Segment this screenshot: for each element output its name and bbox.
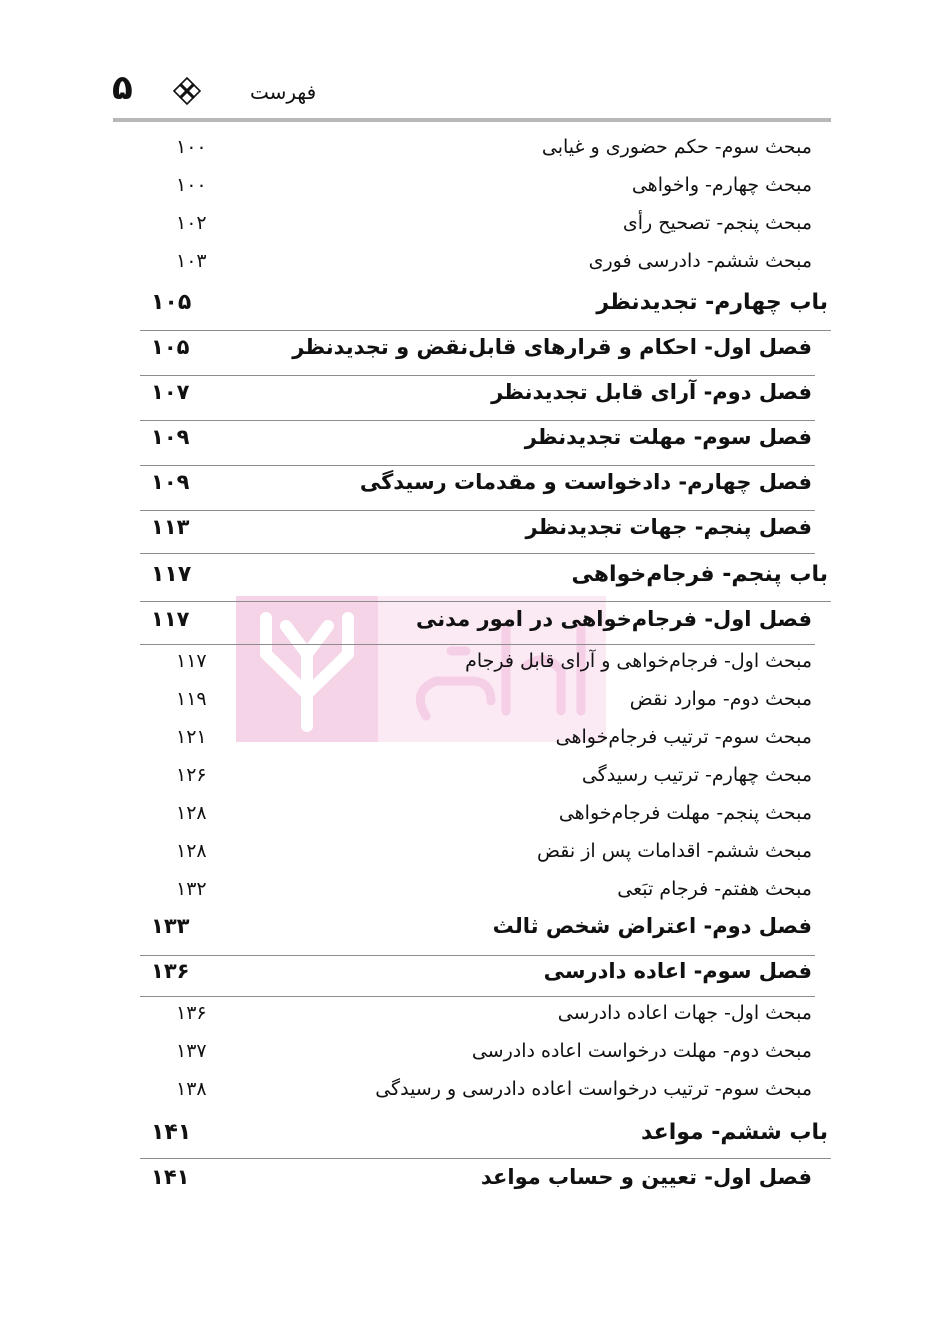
- toc-divider: [140, 330, 831, 331]
- toc-entry-title: مبحث سوم- ترتیب درخواست اعاده دادرسی و رسیدگی: [375, 1078, 812, 1100]
- toc-entry-mabhas: [0, 1040, 945, 1070]
- toc-entry-fasl: [0, 470, 945, 504]
- toc-entry-title: باب چهارم- تجدیدنظر: [596, 290, 828, 315]
- toc-divider: [140, 510, 815, 511]
- toc-entry-page: ۱۱۳: [151, 515, 190, 539]
- toc-entry-title: فصل دوم- اعتراض شخص ثالث: [492, 914, 812, 938]
- toc-entry-mabhas: [0, 726, 945, 756]
- toc-entry-page: ۱۰۲: [176, 212, 207, 234]
- toc-entry-fasl: [0, 335, 945, 369]
- toc-entry-fasl: [0, 914, 945, 948]
- toc-entry-page: ۱۳۶: [151, 959, 190, 983]
- toc-entry-title: مبحث دوم- موارد نقض: [629, 688, 812, 710]
- toc-entry-title: مبحث چهارم- ترتیب رسیدگی: [581, 764, 812, 786]
- toc-entry-title: مبحث ششم- دادرسی فوری: [588, 250, 812, 272]
- toc-entry-page: ۱۱۷: [176, 650, 207, 672]
- toc-divider: [140, 420, 815, 421]
- toc-entry-mabhas: [0, 1002, 945, 1032]
- toc-entry-page: ۱۲۸: [176, 802, 207, 824]
- running-head-title: فهرست: [250, 80, 317, 104]
- toc-entry-title: مبحث سوم- حکم حضوری و غیابی: [541, 136, 812, 158]
- toc-entry-page: ۱۰۹: [151, 425, 190, 449]
- header-rule: [113, 118, 831, 122]
- toc-entry-page: ۱۲۱: [176, 726, 207, 748]
- toc-entry-page: ۱۳۷: [176, 1040, 207, 1062]
- toc-entry-page: ۱۳۳: [151, 914, 190, 938]
- toc-divider: [140, 644, 815, 645]
- toc-entry-title: فصل سوم- مهلت تجدیدنظر: [524, 425, 812, 449]
- toc-entry-fasl: [0, 607, 945, 641]
- toc-entry-fasl: [0, 1165, 945, 1199]
- toc-entry-title: فصل دوم- آرای قابل تجدیدنظر: [491, 380, 812, 404]
- toc-entry-title: مبحث سوم- ترتیب فرجام‌خواهی: [555, 726, 812, 748]
- toc-entry-title: مبحث پنجم- مهلت فرجام‌خواهی: [558, 802, 812, 824]
- toc-entry-fasl: [0, 959, 945, 993]
- toc-entry-fasl: [0, 425, 945, 459]
- toc-entry-bab: [0, 562, 945, 596]
- toc-divider: [140, 955, 815, 956]
- page-number: ۵: [112, 68, 133, 108]
- toc-divider: [140, 601, 831, 602]
- toc-entry-mabhas: [0, 212, 945, 242]
- toc-divider: [140, 996, 815, 997]
- toc-entry-page: ۱۳۶: [176, 1002, 207, 1024]
- toc-entry-title: فصل اول- احکام و قرارهای قابل‌نقض و تجدیدنظر: [292, 335, 812, 359]
- toc-entry-page: ۱۰۳: [176, 250, 207, 272]
- toc-divider: [140, 375, 815, 376]
- toc-entry-mabhas: [0, 688, 945, 718]
- toc-entry-mabhas: [0, 764, 945, 794]
- toc-entry-title: مبحث دوم- مهلت درخواست اعاده دادرسی: [471, 1040, 812, 1062]
- toc-entry-mabhas: [0, 174, 945, 204]
- toc-entry-page: ۱۰۰: [176, 174, 207, 196]
- toc-entry-mabhas: [0, 250, 945, 280]
- toc-entry-page: ۱۳۸: [176, 1078, 207, 1100]
- toc-entry-title: مبحث پنجم- تصحیح رأی: [622, 212, 812, 234]
- toc-entry-title: فصل اول- فرجام‌خواهی در امور مدنی: [415, 607, 812, 631]
- toc-divider: [140, 1158, 831, 1159]
- toc-divider: [140, 553, 815, 554]
- toc-entry-title: فصل اول- تعیین و حساب مواعد: [480, 1165, 812, 1189]
- toc-entry-title: باب ششم- مواعد: [640, 1120, 828, 1145]
- toc-entry-fasl: [0, 515, 945, 549]
- toc-entry-title: فصل چهارم- دادخواست و مقدمات رسیدگی: [359, 470, 812, 494]
- toc-entry-title: فصل پنجم- جهات تجدیدنظر: [525, 515, 812, 539]
- decorative-knot-icon: [172, 76, 202, 106]
- toc-entry-title: مبحث چهارم- واخواهی: [631, 174, 812, 196]
- toc-entry-page: ۱۰۰: [176, 136, 207, 158]
- toc-entry-page: ۱۱۷: [151, 562, 192, 587]
- toc-entry-fasl: [0, 380, 945, 414]
- toc-entry-mabhas: [0, 136, 945, 166]
- toc-entry-title: مبحث ششم- اقدامات پس از نقض: [536, 840, 812, 862]
- toc-entry-title: فصل سوم- اعاده دادرسی: [543, 959, 812, 983]
- toc-entry-page: ۱۴۱: [151, 1165, 190, 1189]
- toc-entry-mabhas: [0, 840, 945, 870]
- toc-entry-page: ۱۳۲: [176, 878, 207, 900]
- toc-entry-page: ۱۴۱: [151, 1120, 192, 1145]
- toc-entry-title: مبحث اول- جهات اعاده دادرسی: [557, 1002, 812, 1024]
- toc-entry-bab: [0, 1120, 945, 1154]
- toc-divider: [140, 465, 815, 466]
- toc-entry-title: مبحث هفتم- فرجام تبَعی: [617, 878, 812, 900]
- toc-entry-title: باب پنجم- فرجام‌خواهی: [571, 562, 828, 587]
- toc-entry-page: ۱۰۵: [151, 290, 192, 315]
- toc-entry-page: ۱۰۵: [151, 335, 190, 359]
- toc-entry-mabhas: [0, 802, 945, 832]
- toc-entry-page: ۱۰۹: [151, 470, 190, 494]
- toc-entry-page: ۱۰۷: [151, 380, 190, 404]
- toc-entry-title: مبحث اول- فرجام‌خواهی و آرای قابل فرجام: [465, 650, 812, 672]
- toc-entry-page: ۱۱۷: [151, 607, 190, 631]
- toc-entry-page: ۱۲۶: [176, 764, 207, 786]
- toc-entry-mabhas: [0, 878, 945, 908]
- toc-entry-page: ۱۱۹: [176, 688, 207, 710]
- toc-entry-page: ۱۲۸: [176, 840, 207, 862]
- toc-entry-bab: [0, 290, 945, 324]
- toc-entry-mabhas: [0, 1078, 945, 1108]
- toc-entry-mabhas: [0, 650, 945, 680]
